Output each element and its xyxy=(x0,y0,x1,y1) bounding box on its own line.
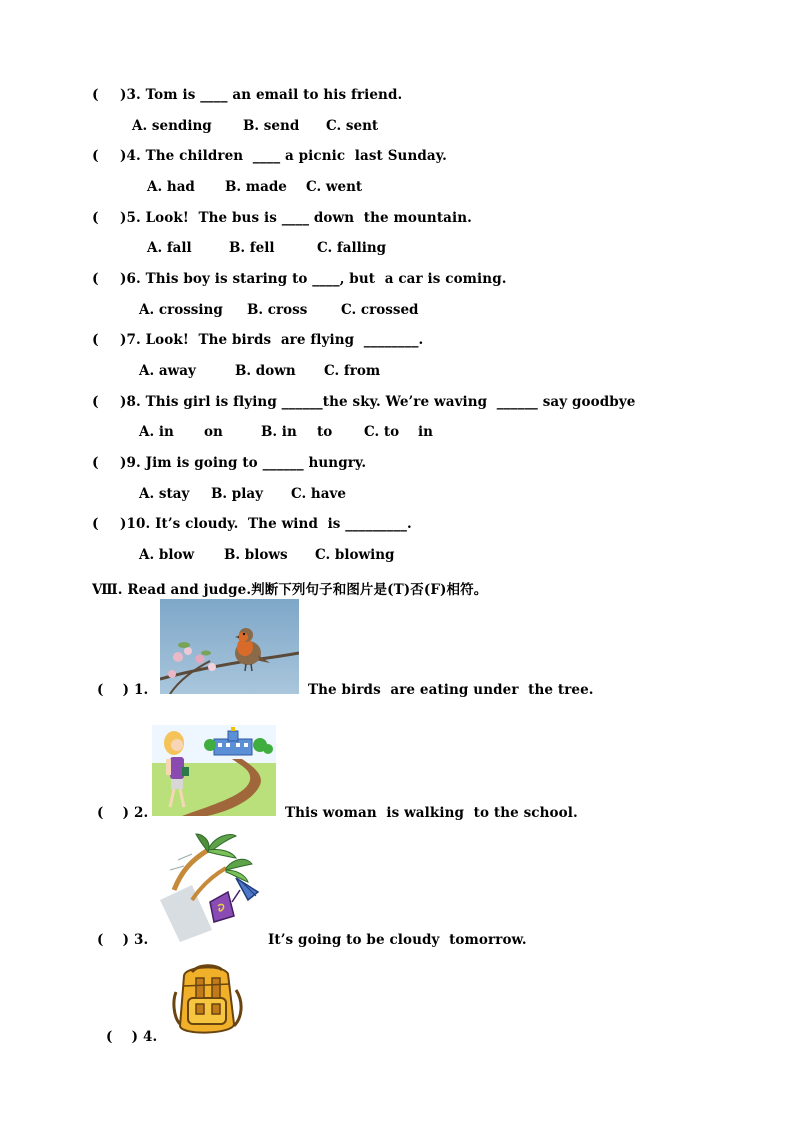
option-a: A. stay xyxy=(139,486,190,502)
judge-item-2-mark: ( ) 2. xyxy=(97,805,149,821)
answer-paren: ( xyxy=(92,455,99,471)
question-stem: )6. This boy is staring to ____, but a car is coming. xyxy=(120,271,507,287)
answer-paren: ( xyxy=(92,271,99,287)
robin-bird-picture xyxy=(160,599,299,694)
answer-paren: ( xyxy=(92,516,99,532)
answer-paren: ( xyxy=(92,210,99,226)
option-a: A. sending xyxy=(132,118,212,134)
option-c: C. to xyxy=(364,424,400,440)
option-c: C. sent xyxy=(326,118,379,134)
question-stem: )4. The children ____ a picnic last Sunday. xyxy=(120,148,447,164)
option-c-second: in xyxy=(418,424,433,440)
option-b: B. blows xyxy=(224,547,288,563)
option-a: A. blow xyxy=(139,547,195,563)
option-b: B. send xyxy=(243,118,300,134)
answer-paren: ( xyxy=(92,394,99,410)
judge-item-3-mark: ( ) 3. xyxy=(97,932,149,948)
option-c: C. blowing xyxy=(315,547,395,563)
judge-item-2-text: This woman is walking to the school. xyxy=(285,805,578,821)
option-c: C. went xyxy=(306,179,363,195)
option-b-second: to xyxy=(317,424,333,440)
answer-paren: ( xyxy=(92,87,99,103)
option-c: C. from xyxy=(324,363,381,379)
option-a: A. away xyxy=(139,363,196,379)
yellow-backpack-picture xyxy=(170,962,246,1041)
question-stem: )8. This girl is flying ______the sky. We’re waving ______ say goodbye xyxy=(120,394,636,410)
option-c: C. crossed xyxy=(341,302,419,318)
woman-walking-to-school-picture xyxy=(152,725,276,816)
answer-paren: ( xyxy=(92,332,99,348)
section-8-title: Ⅷ. Read and judge.判断下列句子和图片是(T)否(F)相符。 xyxy=(92,582,488,598)
question-stem: )9. Jim is going to ______ hungry. xyxy=(120,455,367,471)
option-a: A. in xyxy=(139,424,174,440)
option-b: B. made xyxy=(225,179,287,195)
option-a-second: on xyxy=(204,424,223,440)
option-a: A. had xyxy=(147,179,195,195)
question-stem: )3. Tom is ____ an email to his friend. xyxy=(120,87,403,103)
option-c: C. falling xyxy=(317,240,387,256)
option-c: C. have xyxy=(291,486,346,502)
option-a: A. crossing xyxy=(139,302,223,318)
option-a: A. fall xyxy=(147,240,192,256)
judge-item-3-text: It’s going to be cloudy tomorrow. xyxy=(268,932,527,948)
question-stem: )5. Look! The bus is ____ down the mountain. xyxy=(120,210,472,226)
option-b: B. cross xyxy=(247,302,308,318)
judge-item-4-mark: ( ) 4. xyxy=(106,1029,158,1045)
judge-item-1-text: The birds are eating under the tree. xyxy=(308,682,594,698)
option-b: B. play xyxy=(211,486,263,502)
question-stem: )7. Look! The birds are flying ________. xyxy=(120,332,424,348)
windy-weather-picture xyxy=(152,830,266,945)
option-b: B. down xyxy=(235,363,296,379)
judge-item-1-mark: ( ) 1. xyxy=(97,682,149,698)
option-b: B. fell xyxy=(229,240,275,256)
option-b: B. in xyxy=(261,424,297,440)
question-stem: )10. It’s cloudy. The wind is _________. xyxy=(120,516,412,532)
answer-paren: ( xyxy=(92,148,99,164)
